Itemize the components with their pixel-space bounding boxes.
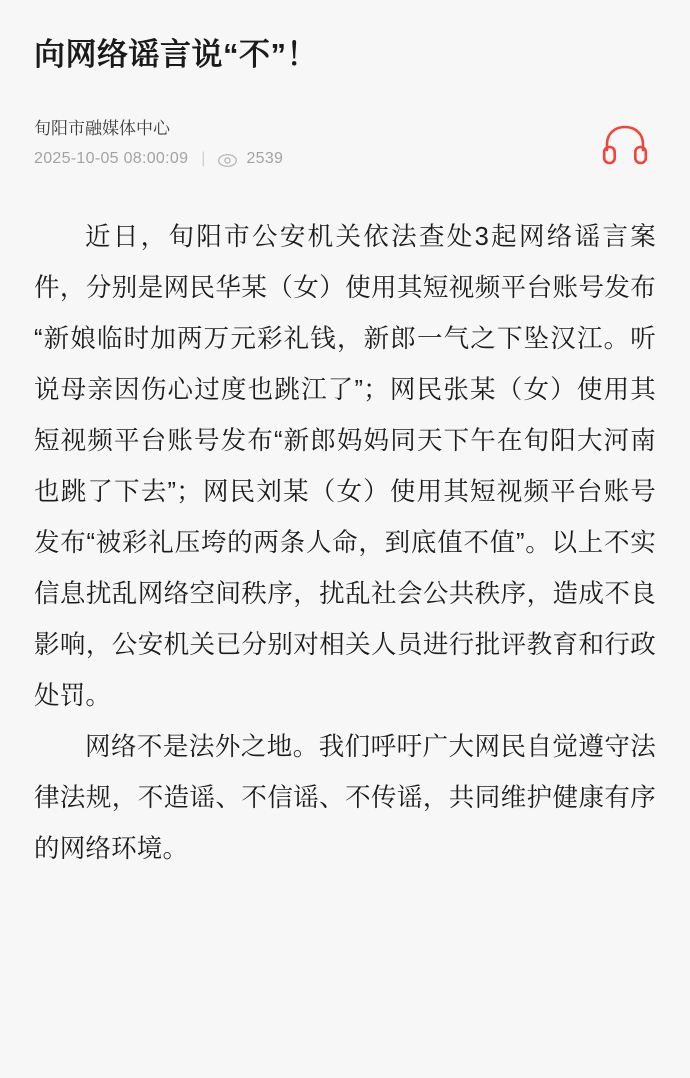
- article-meta-row: [34, 150, 656, 168]
- headphones-icon[interactable]: [602, 124, 648, 166]
- article-source: 旬阳市融媒体中心: [34, 118, 170, 138]
- meta-separator: |: [201, 150, 206, 168]
- article-meta: [34, 116, 656, 169]
- page-title: 向网络谣言说“不”！: [34, 37, 318, 72]
- article-body: [34, 212, 656, 875]
- article-paragraph: 网络不是法外之地。我们呼吁广大网民自觉遵守法律法规，不造谣、不信谣、不传谣，共同维护健康有序的网络环境。: [34, 733, 656, 864]
- view-count-group: [218, 150, 283, 168]
- eye-icon: [218, 154, 237, 167]
- view-count: 2539: [246, 150, 284, 168]
- article-paragraph: 近日，旬阳市公安机关依法查处3起网络谣言案件，分别是网民华某（女）使用其短视频平台账号发布“新娘临时加两万元彩礼钱，新郎一气之下坠汉江。听说母亲因伤心过度也跳江了”；网民张某（女）使用其短视频平台账号发布“新郎妈妈同天下午在旬阳大河南也跳了下去”；网民刘某（女）使用其短视频平台账号发布“被彩礼压垮的两条人命，到底值不值”。以上不实信息扰乱网络空间秩序，扰乱社会公共秩序，造成不良影响，公安机关已分别对相关人员进行批评教育和行政处罚。: [34, 223, 656, 711]
- article-date: 2025-10-05 08:00:09: [34, 150, 189, 168]
